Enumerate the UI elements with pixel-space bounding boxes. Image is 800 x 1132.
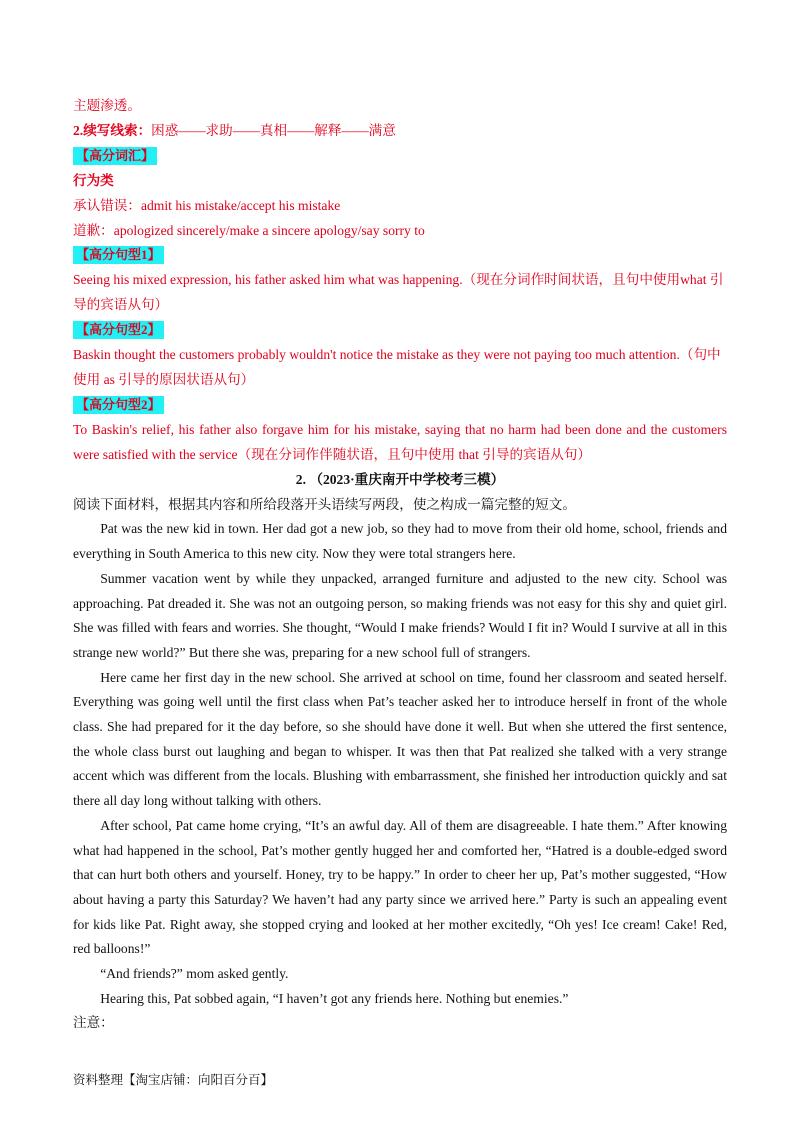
sentence-pattern-3: To Baskin's relief, his father also forgave him for his mistake, saying that no harm had been done and the customers were satisfied with the service（现在分词作伴随状语，且句中使用 that 引导的宾语从句） (73, 421, 727, 462)
sentence-tag-2: 【高分句型2】 (73, 321, 164, 339)
sentence-pattern-1: Seeing his mixed expression, his father asked him what was happening.（现在分词作时间状语，且句中使用what 引导的宾语从句） (73, 272, 724, 313)
story-paragraph: After school, Pat came home crying, “It’s an awful day. All of them are disagreeable. I hate them.” After knowing what had happened in the school, Pat’s mother gently hugged her and comforted her, “Hatred is a double-edged sword that can hurt both others and yourself. Honey, try to be happy.” In order to cheer her up, Pat’s mother suggested, “How about having a party this Saturday? We haven’t had any party since we arrived here.” Party is such an appealing event for kids like Pat. Right away, she stopped crying and looked at her mother excitedly, “Oh yes! Ice cream! Cake! Red, red balloons!” (73, 817, 727, 957)
sentence-tag-1: 【高分句型1】 (73, 246, 164, 264)
sentence-tag-row (73, 393, 727, 418)
category-heading: 行为类 (73, 172, 114, 188)
sentence-tag-row (73, 243, 727, 268)
story-paragraph: “And friends?” mom asked gently. (100, 966, 289, 982)
story-paragraph: Hearing this, Pat sobbed again, “I haven’t got any friends here. Nothing but enemies.” (100, 990, 569, 1006)
story-paragraph: Here came her first day in the new school. She arrived at school on time, found her classroom and seated herself. Everything was going well until the first class when Pat’s teacher asked her to introduce herself in front of the whole class. She had prepared for it the day before, so she should have done it well. But when she uttered the first sentence, the whole class burst out laughing and began to whisper. It was then that Pat realized she talked with a very strange accent which was different from the locals. Blushing with embarrassment, she finished her introduction quickly and sat there all day long without talking with others. (73, 669, 727, 809)
vocab-item: 承认错误：admit his mistake/accept his mistake (73, 197, 341, 213)
sentence-tag-3: 【高分句型2】 (73, 396, 164, 414)
story-paragraph: Pat was the new kid in town. Her dad got a new job, so they had to move from their old home, school, friends and everything in South America to this new city. Now they were total strangers here. (73, 521, 727, 562)
clue-text: 困惑——求助——真相——解释——满意 (151, 122, 396, 138)
vocab-tag: 【高分词汇】 (73, 147, 157, 165)
theme-line: 主题渗透。 (73, 98, 141, 113)
story-paragraph: Summer vacation went by while they unpacked, arranged furniture and adjusted to the new city. School was approaching. Pat dreaded it. She was not an outgoing person, so making friends was not easy for this shy and quiet girl. She was filled with fears and worries. She thought, “Would I make friends? Would I fit in? Would I survive at all in this strange new world?” But there she was, preparing for a new school full of strangers. (73, 570, 727, 660)
clue-line (73, 119, 727, 144)
page-content (73, 94, 727, 1036)
page-footer: 资料整理【淘宝店铺：向阳百分百】 (73, 1073, 274, 1087)
question-heading: 2. （2023·重庆南开中学校考三模） (295, 471, 505, 487)
sentence-pattern-2: Baskin thought the customers probably wouldn't notice the mistake as they were not paying too much attention.（句中使用 as 引导的原因状语从句） (73, 347, 721, 387)
instruction-text: 阅读下面材料，根据其内容和所给段落开头语续写两段，使之构成一篇完整的短文。 (73, 496, 576, 512)
vocab-tag-row (73, 144, 727, 169)
vocab-item: 道歉：apologized sincerely/make a sincere apology/say sorry to (73, 222, 425, 238)
clue-number: 2.续写线索： (73, 122, 152, 138)
note-label: 注意： (73, 1015, 114, 1031)
sentence-tag-row (73, 318, 727, 343)
